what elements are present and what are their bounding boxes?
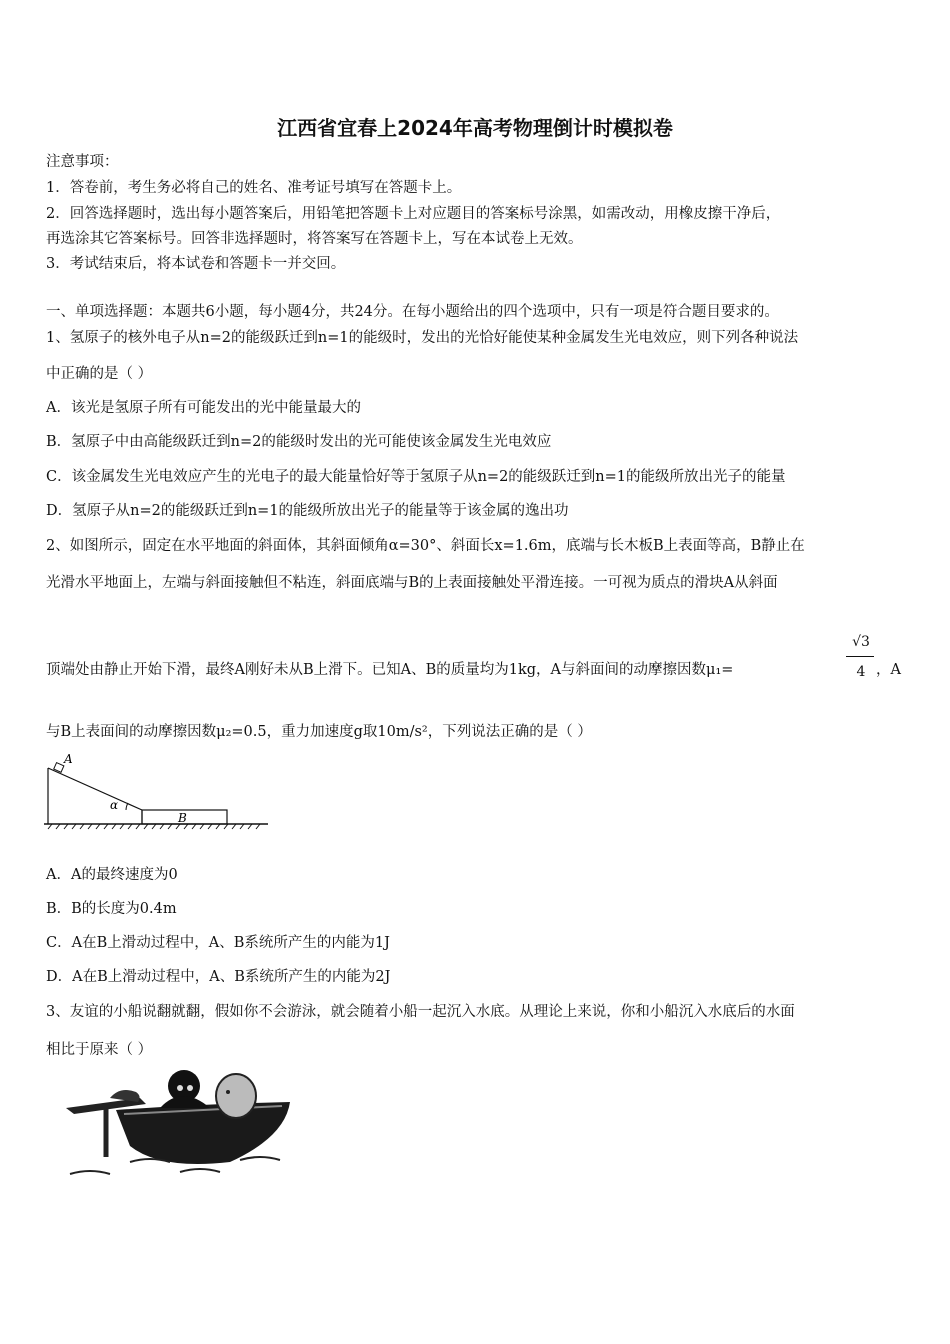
q3-stem: 3、友谊的小船说翻就翻，假如你不会游泳，就会随着小船一起沉入水底。从理论上来说，你和小船沉入水底后的水面 [46, 1004, 795, 1020]
q3-stem: 相比于原来（ ） [46, 1042, 153, 1058]
label-b: B [178, 811, 187, 825]
q1-option-c: C．该金属发生光电效应产生的光电子的最大能量恰好等于氢原子从n=2的能级跃迁到n=1的能级所放出光子的能量 [46, 469, 786, 485]
notice-heading: 注意事项： [46, 154, 119, 170]
q1-stem: 1、氢原子的核外电子从n=2的能级跃迁到n=1的能级时，发出的光恰好能使某种金属发生光电效应，则下列各种说法 [46, 330, 799, 346]
q1-stem: 中正确的是（ ） [46, 366, 153, 382]
notice-item: 3．考试结束后，将本试卷和答题卡一并交回。 [46, 256, 346, 272]
q2-stem: 2、如图所示，固定在水平地面的斜面体，其斜面倾角α=30°、斜面长x=1.6m，底端与长木板B上表面等高，B静止在 [46, 538, 805, 554]
fraction-denominator: 4 [856, 664, 866, 680]
q2-option-c: C．A在B上滑动过程中，A、B系统所产生的内能为1J [46, 935, 390, 951]
q2-stem: 顶端处由静止开始下滑，最终A刚好未从B上滑下。已知A、B的质量均为1kg，A与斜面间的动摩擦因数μ₁= [46, 662, 734, 678]
notice-item: 1．答卷前，考生务必将自己的姓名、准考证号填写在答题卡上。 [46, 180, 462, 196]
q2-stem: ，A [876, 662, 901, 678]
q2-option-b: B．B的长度为0.4m [46, 901, 177, 917]
q2-stem: 光滑水平地面上，左端与斜面接触但不粘连，斜面底端与B的上表面接触处平滑连接。一可视为质点的滑块A从斜面 [46, 575, 778, 591]
boat-illustration [60, 1062, 300, 1187]
notice-item: 再选涂其它答案标号。回答非选择题时，将答案写在答题卡上，写在本试卷上无效。 [46, 231, 583, 247]
q1-option-b: B．氢原子中由高能级跃迁到n=2的能级时发出的光可能使该金属发生光电效应 [46, 434, 552, 450]
incline-diagram [42, 750, 272, 835]
q1-option-d: D．氢原子从n=2的能级跃迁到n=1的能级所放出光子的能量等于该金属的逸出功 [46, 503, 569, 519]
section-heading: 一、单项选择题：本题共6小题，每小题4分，共24分。在每小题给出的四个选项中，只有一项是符合题目要求的。 [46, 304, 779, 320]
label-a: A [64, 752, 73, 766]
fraction-bar [846, 656, 874, 657]
fraction-numerator: √3 [852, 634, 870, 650]
notice-item: 2．回答选择题时，选出每小题答案后，用铅笔把答题卡上对应题目的答案标号涂黑，如需改动，用橡皮擦干净后， [46, 206, 781, 222]
q1-option-a: A．该光是氢原子所有可能发出的光中能量最大的 [46, 400, 361, 416]
q2-option-a: A．A的最终速度为0 [46, 867, 178, 883]
q2-option-d: D．A在B上滑动过程中，A、B系统所产生的内能为2J [46, 969, 391, 985]
q2-stem: 与B上表面间的动摩擦因数μ₂=0.5，重力加速度g取10m/s²，下列说法正确的是（ ） [46, 724, 592, 740]
label-alpha: α [110, 798, 119, 812]
page-title: 江西省宜春上2024年高考物理倒计时模拟卷 [277, 116, 673, 140]
